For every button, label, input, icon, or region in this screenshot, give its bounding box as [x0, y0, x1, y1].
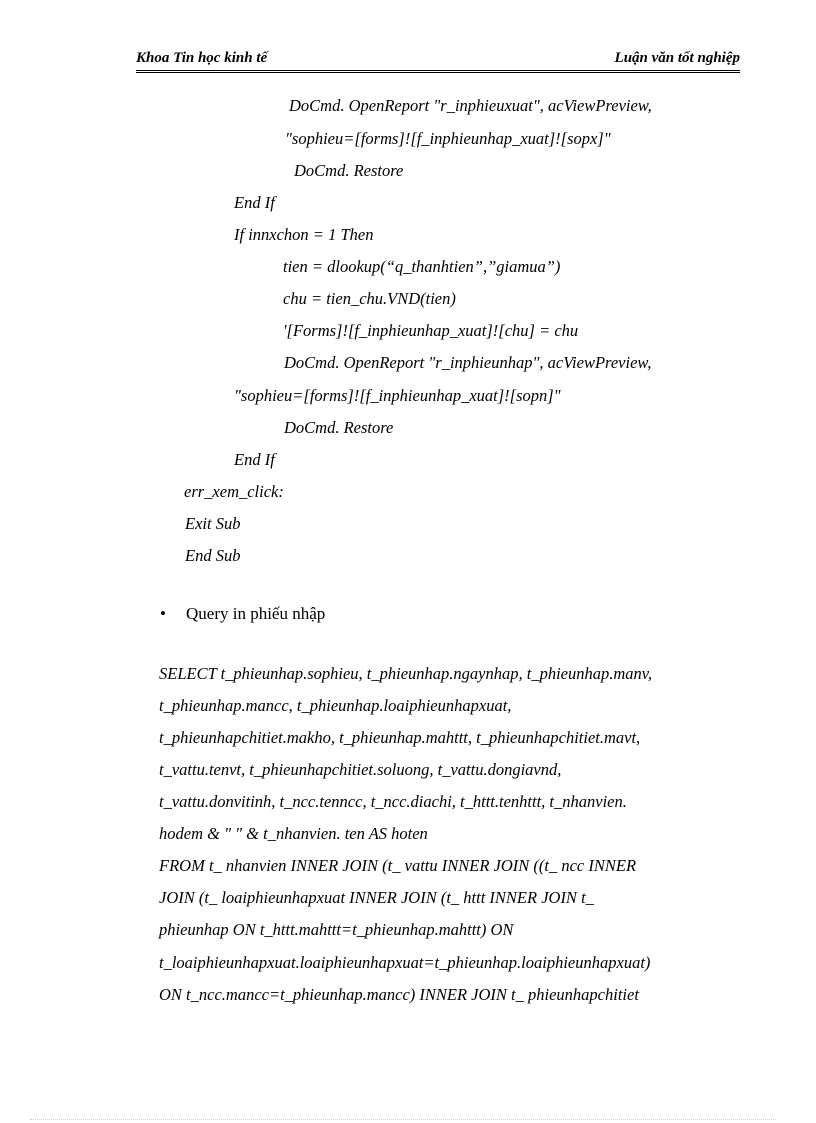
page-bottom-divider [30, 1119, 776, 1120]
code-line: '[Forms]![f_inphieunhap_xuat]![chu] = chu [283, 321, 579, 340]
code-line: "sophieu=[forms]![f_inphieunhap_xuat]![sopx]" [285, 129, 611, 148]
code-line: chu = tien_chu.VND(tien) [283, 289, 456, 308]
sql-line: JOIN (t_ loaiphieunhapxuat INNER JOIN (t_ httt INNER JOIN t_ [159, 888, 594, 907]
code-line: DoCmd. OpenReport "r_inphieunhap", acViewPreview, [284, 353, 652, 372]
code-line: End Sub [185, 546, 241, 565]
code-line: DoCmd. Restore [284, 418, 394, 437]
header-faculty: Khoa Tin học kinh tế [136, 50, 268, 66]
code-line: DoCmd. Restore [294, 161, 404, 180]
section-title: Query in phiếu nhập [186, 604, 326, 623]
sql-line: ON t_ncc.mancc=t_phieunhap.mancc) INNER JOIN t_ phieunhapchitiet [159, 985, 639, 1004]
sql-line: SELECT t_phieunhap.sophieu, t_phieunhap.ngaynhap, t_phieunhap.manv, [159, 664, 652, 683]
code-line: tien = dlookup(“q_thanhtien”,”giamua”) [283, 257, 561, 276]
sql-line: t_phieunhap.mancc, t_phieunhap.loaiphieunhapxuat, [159, 696, 512, 715]
sql-line: hodem & " " & t_nhanvien. ten AS hoten [159, 824, 428, 843]
code-line: "sophieu=[forms]![f_inphieunhap_xuat]![sopn]" [234, 386, 561, 405]
code-line: err_xem_click: [184, 482, 284, 501]
sql-line: t_vattu.donvitinh, t_ncc.tenncc, t_ncc.diachi, t_httt.tenhttt, t_nhanvien. [159, 792, 627, 811]
code-line: End If [234, 450, 275, 469]
code-line: If innxchon = 1 Then [234, 225, 374, 244]
sql-line: phieunhap ON t_httt.mahttt=t_phieunhap.mahttt) ON [159, 920, 514, 939]
sql-line: t_loaiphieunhapxuat.loaiphieunhapxuat=t_phieunhap.loaiphieunhapxuat) [159, 953, 651, 972]
code-line: DoCmd. OpenReport "r_inphieuxuat", acViewPreview, [289, 96, 652, 115]
page-header [136, 44, 740, 73]
header-thesis-title: Luận văn tốt nghiệp [614, 50, 740, 66]
bullet-icon: • [160, 604, 166, 623]
code-line: End If [234, 193, 275, 212]
sql-line: t_vattu.tenvt, t_phieunhapchitiet.soluong, t_vattu.dongiavnd, [159, 760, 562, 779]
section-heading [160, 604, 325, 624]
code-line: Exit Sub [185, 514, 241, 533]
sql-line: t_phieunhapchitiet.makho, t_phieunhap.mahttt, t_phieunhapchitiet.mavt, [159, 728, 641, 747]
sql-line: FROM t_ nhanvien INNER JOIN (t_ vattu INNER JOIN ((t_ ncc INNER [159, 856, 637, 875]
